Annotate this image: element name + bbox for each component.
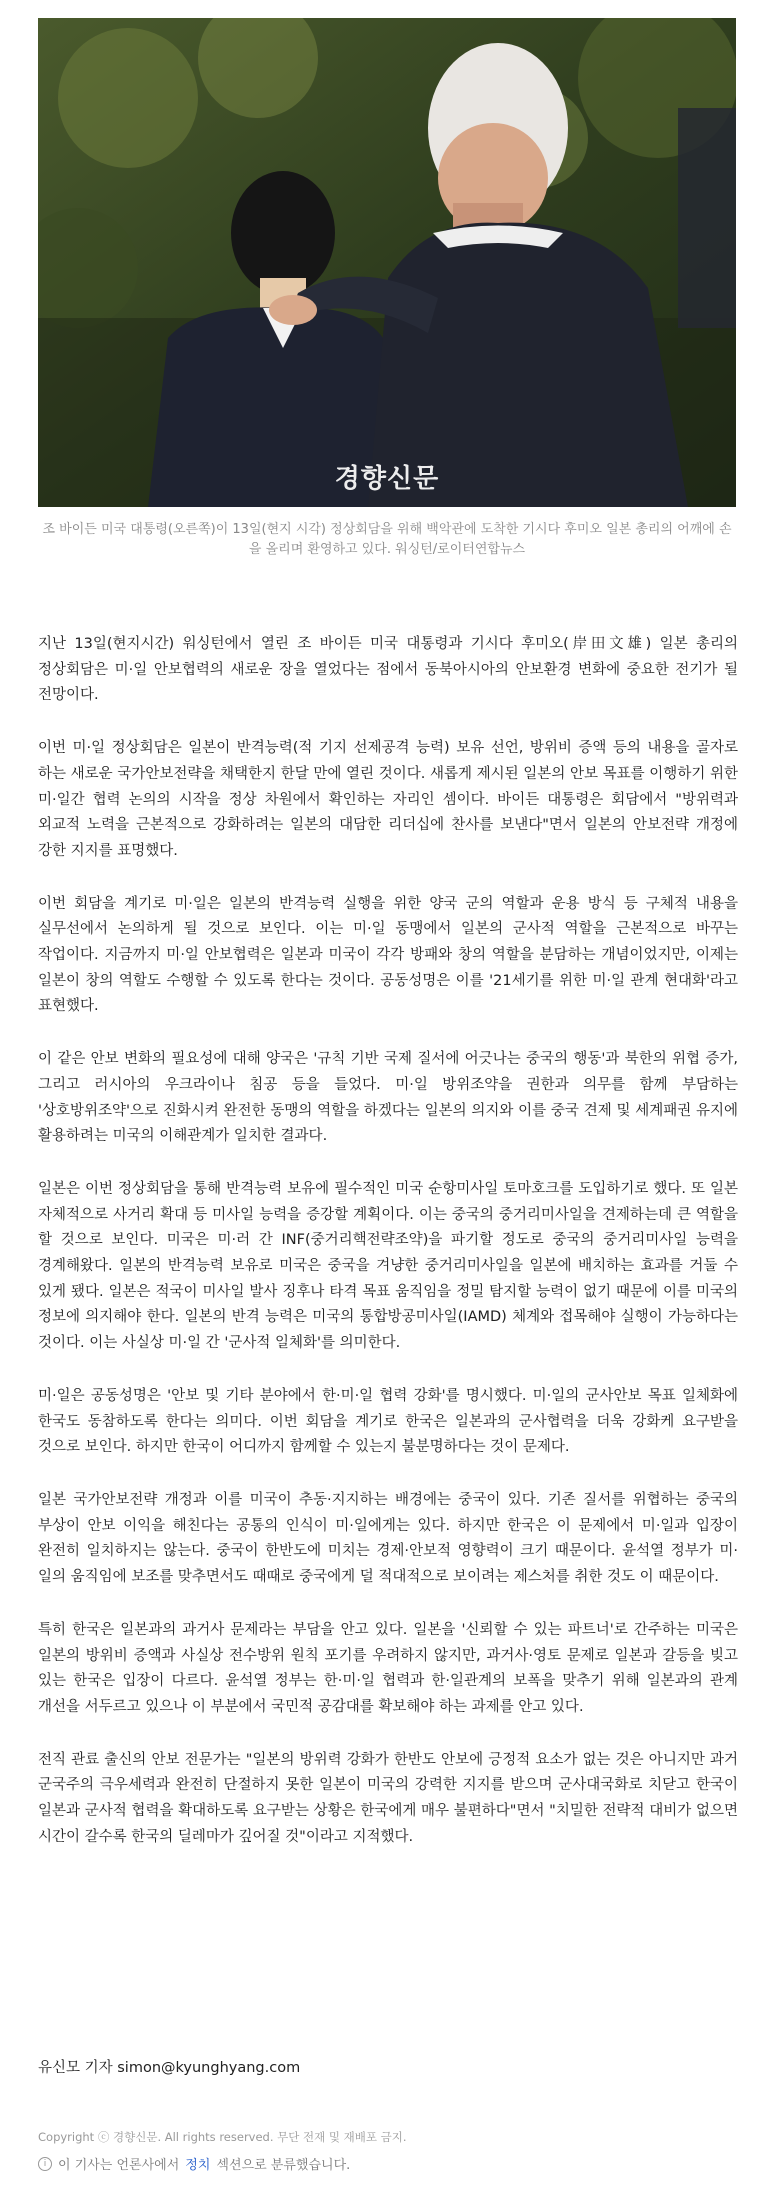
photo-caption: 조 바이든 미국 대통령(오른쪽)이 13일(현지 시각) 정상회담을 위해 백악관에 도착한 기시다 후미오 일본 총리의 어깨에 손을 올리며 환영하고 있다. 워싱턴/로이터연합뉴스: [42, 522, 732, 557]
article-body: [38, 632, 738, 1877]
info-icon: i: [38, 2157, 52, 2171]
paragraph: 전직 관료 출신의 안보 전문가는 "일본의 방위력 강화가 한반도 안보에 긍정적 요소가 없는 것은 아니지만 과거 군국주의 극우세력과 완전히 단절하지 못한 일본이 미국의 강력한 지지를 받으며 군사대국화로 치닫고 한국이 일본과 군사적 협력을 확대하도록 요구받는 상황은 한국에게 매우 불편하다"면서 "치밀한 전략적 대비가 없으면 시간이 갈수록 한국의 딜레마가 깊어질 것"이라고 지적했다.: [38, 1751, 738, 1845]
paragraph: 일본 국가안보전략 개정과 이를 미국이 추동·지지하는 배경에는 중국이 있다. 기존 질서를 위협하는 중국의 부상이 안보 이익을 해친다는 공통의 인식이 미·일에게는 있다. 하지만 한국은 이 문제에서 미·일과 입장이 완전히 일치하지는 않는다. 중국이 한반도에 미치는 경제·안보적 영향력이 크기 때문이다. 윤석열 정부가 미·일의 움직임에 보조를 맞추면서도 때때로 중국에게 덜 적대적으로 보이려는 제스처를 취한 것도 이 때문이다.: [38, 1491, 738, 1586]
watermark-logo: 경향신문: [334, 464, 440, 494]
paragraph: 특히 한국은 일본과의 과거사 문제라는 부담을 안고 있다. 일본을 '신뢰할 수 있는 파트너'로 간주하는 미국은 일본의 방위비 증액과 사실상 전수방위 원칙 포기를 우려하지 않지만, 과거사·영토 문제로 일본과 갈등을 빚고 있는 한국은 입장이 다르다. 윤석열 정부는 한·미·일 협력과 한·일관계의 보폭을 맞추기 위해 일본과의 관계 개선을 서두르고 있으나 이 부분에서 국민적 공감대를 확보해야 하는 과제를 안고 있다.: [38, 1621, 738, 1715]
paragraph: 일본은 이번 정상회담을 통해 반격능력 보유에 필수적인 미국 순항미사일 토마호크를 도입하기로 했다. 또 일본 자체적으로 사거리 확대 등 미사일 능력을 증강할 계획이다. 이는 중국의 중거리미사일을 견제하는데 큰 역할을 할 것으로 보인다. 미국은 미·러 간 INF(중거리핵전략조약)을 파기할 정도로 중국의 중거리미사일 능력을 경계해왔다. 일본의 반격능력 보유로 미국은 중국을 겨냥한 중거리미사일을 일본에 배치하는 효과를 거둘 수 있게 됐다. 일본은 적국이 미사일 발사 징후나 타격 목표 움직임을 정밀 탐지할 능력이 없기 때문에 이를 미국의 정보에 의지해야 한다. 일본의 반격 능력은 미국의 통합방공미사일(IAMD) 체계와 접목해야 실행이 가능하다는 것이다. 이는 사실상 미·일 간 '군사적 일체화'를 의미한다.: [38, 1180, 738, 1352]
copyright-notice: Copyright ⓒ 경향신문. All rights reserved. 무단 전재 및 재배포 금지.: [38, 2130, 407, 2144]
paragraph: 이 같은 안보 변화의 필요성에 대해 양국은 '규칙 기반 국제 질서에 어긋나는 중국의 행동'과 북한의 위협 증가, 그리고 러시아의 우크라이나 침공 등을 들었다. 미·일 방위조약을 권한과 의무를 함께 부담하는 '상호방위조약'으로 진화시켜 완전한 동맹의 역할을 하겠다는 일본의 의지와 이를 중국 견제 및 세계패권 유지에 활용하려는 미국의 이해관계가 일치한 결과다.: [38, 1051, 738, 1145]
paragraph: 미·일은 공동성명은 '안보 및 기타 분야에서 한·미·일 협력 강화'를 명시했다. 미·일의 군사안보 목표 일체화에 한국도 동참하도록 한다는 의미다. 이번 회담을 계기로 한국은 일본과의 군사협력을 더욱 강화케 요구받을 것으로 보인다. 하지만 한국이 어디까지 함께할 수 있는지 불분명하다는 것이 문제다.: [38, 1387, 738, 1456]
article-photo: [38, 18, 736, 507]
photo-illustration: [38, 18, 736, 507]
paragraph: 지난 13일(현지시간) 워싱턴에서 열린 조 바이든 미국 대통령과 기시다 후미오(岸田文雄) 일본 총리의 정상회담은 미·일 안보협력의 새로운 장을 열었다는 점에서 동북아시아의 안보환경 변화에 중요한 전기가 될 전망이다.: [38, 636, 738, 704]
paragraph: 이번 회담을 계기로 미·일은 일본의 반격능력 실행을 위한 양국 군의 역할과 운용 방식 등 구체적 내용을 실무선에서 논의하게 될 것으로 보인다. 이는 미·일 동맹에서 일본의 군사적 역할을 근본적으로 바꾸는 작업이다. 지금까지 미·일 안보협력은 일본과 미국이 각각 방패와 창의 역할을 분담하는 개념이었지만, 이제는 일본이 창의 역할도 수행할 수 있도록 한다는 것이다. 공동성명은 이를 '21세기를 위한 미·일 관계 현대화'라고 표현했다.: [38, 895, 738, 1015]
byline: 유신모 기자 simon@kyunghyang.com: [38, 2060, 301, 2076]
section-link[interactable]: 정치: [185, 2158, 211, 2173]
section-prefix: 이 기사는 언론사에서: [58, 2158, 180, 2173]
paragraph: 이번 미·일 정상회담은 일본이 반격능력(적 기지 선제공격 능력) 보유 선언, 방위비 증액 등의 내용을 골자로 하는 새로운 국가안보전략을 채택한지 한달 만에 열린 것이다. 새롭게 제시된 일본의 안보 목표를 이행하기 위한 미·일간 협력 논의의 시작을 정상 차원에서 확인하는 자리인 셈이다. 바이든 대통령은 회담에서 "방위력과 외교적 노력을 근본적으로 강화하려는 일본의 대담한 리더십에 찬사를 보낸다"면서 일본의 안보전략 개정에 강한 지지를 표명했다.: [38, 740, 738, 859]
section-suffix: 섹션으로 분류했습니다.: [216, 2158, 351, 2173]
section-classification: [38, 2154, 350, 2173]
